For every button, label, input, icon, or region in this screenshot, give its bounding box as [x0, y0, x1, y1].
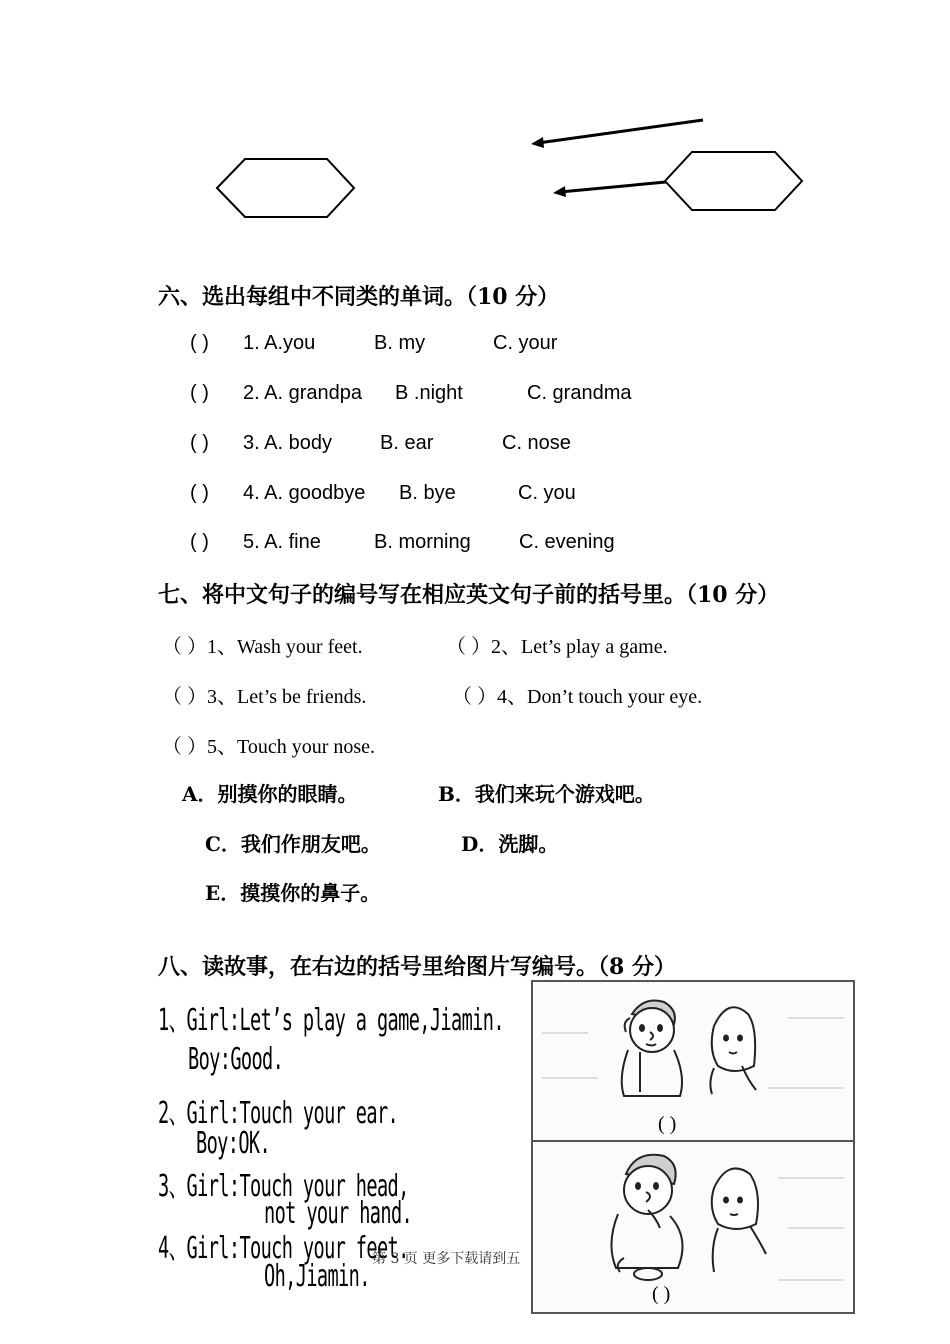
- section7-sentence-4[interactable]: （ ）4、Don’t touch your eye.: [452, 686, 703, 708]
- story-line-7: 4、Girl:Touch your feet.: [158, 1231, 409, 1266]
- section6-item-2-b: B .night: [395, 382, 463, 404]
- story-line-3: 2、Girl:Touch your ear.: [158, 1096, 399, 1131]
- section6-item-1-b: B. my: [374, 332, 426, 354]
- section6-item-3-b: B. ear: [380, 432, 434, 454]
- section8-title: 八、读故事，在右边的括号里给图片写编号。（8 分）: [158, 954, 676, 980]
- section6-item-5-b: B. morning: [374, 531, 471, 553]
- section7-sentence-2[interactable]: （ ）2、Let’s play a game.: [446, 636, 668, 658]
- hexagon-right: [665, 152, 802, 210]
- section6-paren-2[interactable]: ( ): [190, 382, 209, 404]
- section6-item-4-b: B. bye: [399, 482, 456, 504]
- arrow-lower: [560, 182, 666, 192]
- section7-option-b: B．我们来玩个游戏吧。: [438, 782, 655, 806]
- story-line-5: 3、Girl:Touch your head,: [158, 1169, 409, 1204]
- story-line-4: Boy:OK.: [196, 1126, 271, 1161]
- section6-item-5: 5. A. fine: [243, 531, 321, 553]
- hexagon-left: [217, 159, 354, 217]
- section6-item-1-c: C. your: [493, 332, 558, 354]
- section7-sentence-1[interactable]: （ ）1、Wash your feet.: [162, 636, 363, 658]
- section7-option-a: A．别摸你的眼睛。: [182, 782, 358, 806]
- picture-panel-1: [532, 981, 854, 1141]
- section6-paren-5[interactable]: ( ): [190, 531, 209, 553]
- picture-panels: [528, 978, 860, 1318]
- section7-sentence-5[interactable]: （ ）5、Touch your nose.: [162, 736, 376, 758]
- section7-option-d: D．洗脚。: [461, 832, 559, 856]
- section6-item-1: 1. A.you: [243, 332, 316, 354]
- section6-paren-3[interactable]: ( ): [190, 432, 209, 454]
- arrow-lower-head: [553, 186, 566, 197]
- section7-title: 七、将中文句子的编号写在相应英文句子前的括号里。（10 分）: [158, 582, 780, 608]
- section6-paren-4[interactable]: ( ): [190, 482, 209, 504]
- section6-item-5-c: C. evening: [519, 531, 615, 553]
- section6-item-3-c: C. nose: [502, 432, 571, 454]
- page-footer: 第 3 页 更多下载请到五: [372, 1251, 521, 1267]
- section6-item-2-c: C. grandma: [527, 382, 632, 404]
- top-diagram: [0, 0, 950, 240]
- picture-paren-2[interactable]: ( ): [652, 1283, 671, 1305]
- story-line-1: 1、Girl:Let’s play a game,Jiamin.: [158, 1003, 504, 1038]
- section7-sentence-3[interactable]: （ ）3、Let’s be friends.: [162, 686, 367, 708]
- section7-option-c: C．我们作朋友吧。: [205, 832, 381, 856]
- story-line-8: Oh,Jiamin.: [264, 1259, 370, 1294]
- section6-paren-1[interactable]: ( ): [190, 332, 209, 354]
- arrow-upper-head: [531, 137, 544, 148]
- section6-item-2: 2. A. grandpa: [243, 382, 362, 404]
- story-line-2: Boy:Good.: [188, 1042, 284, 1077]
- section6-item-4-c: C. you: [518, 482, 576, 504]
- story-line-6: not your hand.: [264, 1196, 413, 1231]
- section6-title: 六、选出每组中不同类的单词。（10 分）: [158, 284, 560, 310]
- section7-option-e: E．摸摸你的鼻子。: [205, 881, 381, 905]
- arrow-upper: [538, 120, 703, 143]
- picture-paren-1[interactable]: ( ): [658, 1113, 677, 1135]
- section6-item-4: 4. A. goodbye: [243, 482, 366, 504]
- section6-item-3: 3. A. body: [243, 432, 332, 454]
